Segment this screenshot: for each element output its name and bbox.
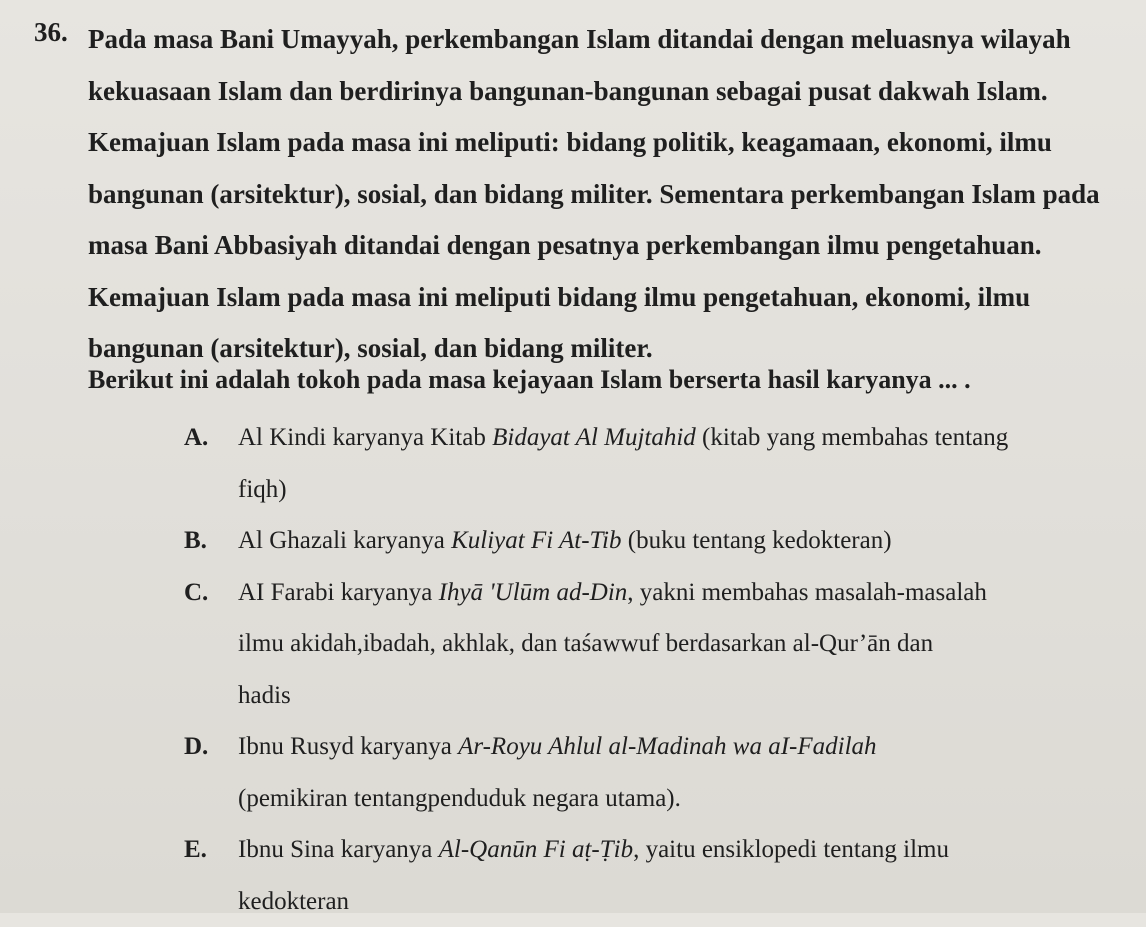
option-line [238,515,1084,567]
option-text: Ibnu Sina karyanya [238,836,439,863]
option-line [238,567,1084,619]
option-line: fiqh) [238,464,1084,516]
stem-line: kekuasaan Islam dan berdirinya bangunan-bangunan sebagai pusat dakwah Islam. [88,66,1116,118]
question-number: 36. [34,14,68,50]
option-text: Al Kindi karyanya Kitab [238,424,492,451]
option-line: kedokteran [238,876,1084,927]
stem-line: Kemajuan Islam pada masa ini meliputi bidang ilmu pengetahuan, ekonomi, ilmu [88,272,1116,324]
option-d [184,721,1084,824]
stem-line: bangunan (arsitektur), sosial, dan bidang militer. [88,323,1116,375]
option-text: , yaitu ensiklopedi tentang ilmu [633,836,949,863]
option-a [184,412,1084,515]
book-title: Kuliyat Fi At-Tib [451,527,621,554]
book-title: Bidayat Al Mujtahid [492,424,696,451]
answer-options [184,412,1084,927]
question-stem [88,14,1116,375]
option-text: , yakni membahas masalah-masalah [627,579,987,606]
option-letter: C. [184,567,208,619]
book-title: Al-Qanūn Fi aṭ-Ṭib [439,836,633,863]
option-text: AI Farabi karyanya [238,579,439,606]
option-text: Al Ghazali karyanya [238,527,451,554]
option-line [238,824,1084,876]
stem-line: Kemajuan Islam pada masa ini meliputi: bidang politik, keagamaan, ekonomi, ilmu [88,117,1116,169]
option-b [184,515,1084,567]
option-line: ilmu akidah,ibadah, akhlak, dan taśawwuf berdasarkan al-Qur’ān dan [238,618,1084,670]
option-line [238,412,1084,464]
option-letter: A. [184,412,208,464]
option-letter: D. [184,721,208,773]
option-text: (buku tentang kedokteran) [622,527,892,554]
option-c [184,567,1084,722]
stem-line: bangunan (arsitektur), sosial, dan bidang militer. Sementara perkembangan Islam pada [88,169,1116,221]
book-title: Ar-Royu Ahlul al-Madinah wa aI-Fadilah [458,733,876,760]
option-line: (pemikiran tentangpenduduk negara utama). [238,773,1084,825]
option-text: (kitab yang membahas tentang [696,424,1008,451]
option-line: hadis [238,670,1084,722]
option-line [238,721,1084,773]
question-prompt: Berikut ini adalah tokoh pada masa kejayaan Islam berserta hasil karyanya ... . [88,362,1116,398]
stem-line: Pada masa Bani Umayyah, perkembangan Islam ditandai dengan meluasnya wilayah [88,14,1116,66]
option-e [184,824,1084,927]
option-letter: E. [184,824,207,876]
book-title: Ihyā 'Ulūm ad-Din [439,579,628,606]
stem-line: masa Bani Abbasiyah ditandai dengan pesatnya perkembangan ilmu pengetahuan. [88,220,1116,272]
option-text: Ibnu Rusyd karyanya [238,733,458,760]
option-letter: B. [184,515,207,567]
